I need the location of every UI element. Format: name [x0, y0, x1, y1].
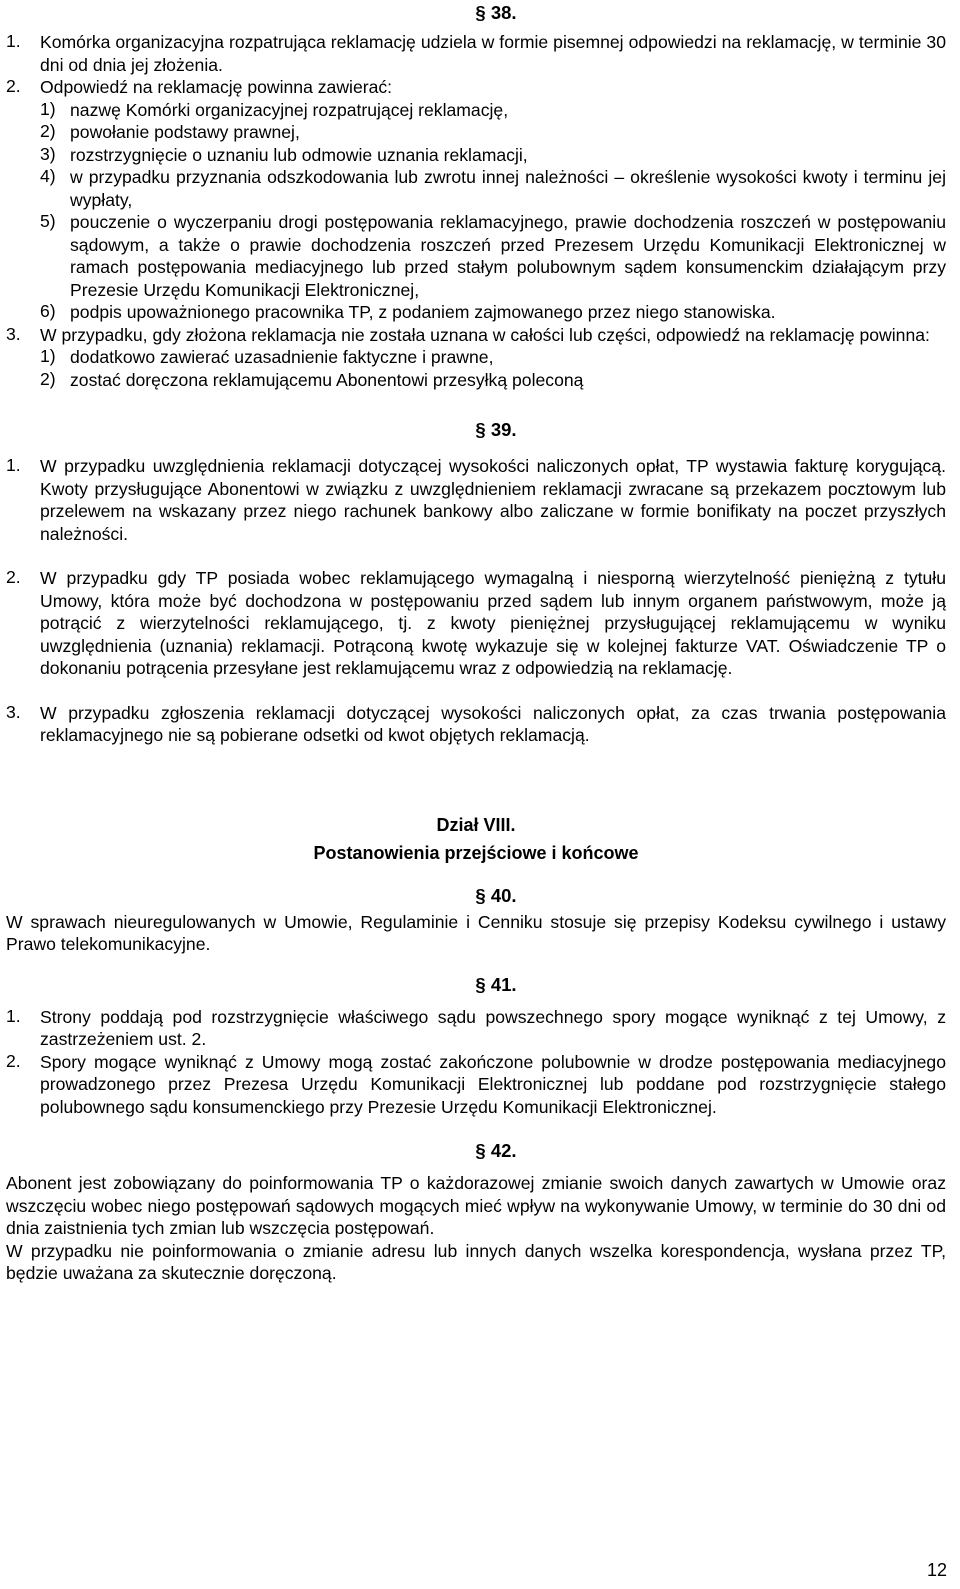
- item-body: [40, 76, 946, 324]
- section-39-heading: § 39.: [475, 419, 517, 440]
- sub-item-text: zostać doręczona reklamującemu Abonentowi przesyłką poleconą: [70, 369, 584, 390]
- sub-item-text: pouczenie o wyczerpaniu drogi postępowania reklamacyjnego, prawie dochodzenia roszczeń w postępowaniu sądowym, a także o prawie dochodzenia roszczeń przed Prezesem Urzędu Komunikacji Elektronicznej w ramach postępowania mediacyjnego lub przed stałym polubownym sądem konsumenckim działającym przy Prezesie Urzędu Komunikacji Elektronicznej,: [70, 212, 946, 300]
- chapter-title: Dział VIII.: [436, 814, 516, 835]
- document-page: [6, 0, 946, 1285]
- item-number: 2.: [6, 1050, 21, 1071]
- item-text: Odpowiedź na reklamację powinna zawierać:: [40, 77, 393, 97]
- sub-item-text: nazwę Komórki organizacyjnej rozpatrującej reklamację,: [70, 99, 509, 120]
- section-38-heading: § 38.: [475, 2, 517, 23]
- item-text: Strony poddają pod rozstrzygnięcie właściwego sądu powszechnego spory mogące wyniknąć z tej Umowy, z zastrzeżeniem ust. 2.: [40, 1006, 946, 1049]
- item-number: 3.: [6, 701, 21, 722]
- sub-item: [40, 301, 946, 324]
- sec39-item-2: [6, 567, 946, 680]
- sub-item: [40, 211, 946, 301]
- sec42-paragraph-2: W przypadku nie poinformowania o zmianie adresu lub innych danych wszelka korespondencja, wysłana przez TP, będzie uważana za skutecznie doręczoną.: [6, 1240, 946, 1283]
- sub-item-text: rozstrzygnięcie o uznaniu lub odmowie uznania reklamacji,: [70, 144, 528, 165]
- sec41-item-1: [6, 1006, 946, 1051]
- sub-item: [40, 166, 946, 211]
- sub-item-number: 1): [40, 98, 56, 119]
- sub-item: [40, 121, 946, 144]
- sub-item-number: 2): [40, 368, 56, 389]
- item-text: W przypadku zgłoszenia reklamacji dotyczącej wysokości naliczonych opłat, za czas trwania postępowania reklamacyjnego nie są pobierane odsetki od kwot objętych reklamacją.: [40, 702, 946, 745]
- item-text: Spory mogące wyniknąć z Umowy mogą zostać zakończone polubownie w drodze postępowania mediacyjnego prowadzonego przez Prezesa Urzędu Komunikacji Elektronicznej lub poddane pod rozstrzygnięcie stałego polubownego sądu konsumenckiego przy Prezesie Urzędu Komunikacji Elektronicznej.: [40, 1051, 946, 1117]
- spacer: [6, 680, 946, 702]
- sec38-item-3: [6, 324, 946, 392]
- sub-item: [40, 144, 946, 167]
- item-number: 3.: [6, 323, 21, 344]
- item-number: 1.: [6, 455, 21, 475]
- sub-item: [40, 369, 946, 392]
- item-body: [40, 324, 946, 392]
- section-40-heading: § 40.: [475, 884, 517, 906]
- item-text: W przypadku gdy TP posiada wobec reklamującego wymagalną i niesporną wierzytelność pieniężną z tytułu Umowy, która może być dochodzona w postępowaniu przed sądem lub innym organem państwowym, może ją potrącić z wierzytelności reklamującego, tj. z kwoty pieniężnej przysługującej reklamującemu w wyniku uwzględnienia (uznania) reklamacji. Potrąconą kwotę wykazuje się w kolejnej fakturze VAT. Oświadczenie TP o dokonaniu potrącenia przesyłane jest reklamującemu wraz z odpowiedzią na reklamację.: [40, 568, 946, 678]
- sec38-item-2: [6, 76, 946, 324]
- item-number: 1.: [6, 1005, 21, 1026]
- sec42-paragraph-1: Abonent jest zobowiązany do poinformowania TP o każdorazowej zmianie swoich danych zawartych w Umowie oraz wszczęciu wobec niego postępowań sądowych mogących mieć wpływ na wykonywanie Umowy, w terminie do 30 dni od dnia zaistnienia tych zmian lub wszczęcia postępowań.: [6, 1173, 946, 1238]
- sub-item: [40, 346, 946, 369]
- item-text: W przypadku uwzględnienia reklamacji dotyczącej wysokości naliczonych opłat, TP wystawia fakturę korygującą. Kwoty przysługujące Abonentowi w związku z uwzględnieniem reklamacji zwracane są przekazem pocztowym lub przelewem na wskazany przez niego rachunek bankowy albo zaliczane w formie bonifikaty na poczet przyszłych należności.: [40, 456, 946, 544]
- sub-item-number: 3): [40, 143, 56, 164]
- spacer: [6, 545, 946, 567]
- sub-item-number: 1): [40, 346, 56, 366]
- sub-item: [40, 99, 946, 122]
- item-number: 1.: [6, 31, 21, 51]
- section-41-heading: § 41.: [475, 973, 517, 995]
- sec40-text: W sprawach nieuregulowanych w Umowie, Regulaminie i Cenniku stosuje się przepisy Kodeksu cywilnego i ustawy Prawo telekomunikacyjne.: [6, 911, 946, 954]
- sub-item-text: w przypadku przyznania odszkodowania lub zwrotu innej należności – określenie wysokości kwoty i terminu jej wypłaty,: [70, 167, 946, 210]
- sub-item-number: 6): [40, 301, 56, 321]
- sec41-item-2: [6, 1051, 946, 1119]
- section-42-heading: § 42.: [475, 1140, 517, 1161]
- page-number: 12: [926, 1560, 947, 1580]
- sub-item-number: 5): [40, 211, 56, 231]
- item-number: 2.: [6, 76, 21, 96]
- sub-item-number: 2): [40, 121, 56, 141]
- item-number: 2.: [6, 567, 21, 587]
- sec38-item-1: [6, 31, 946, 76]
- sub-item-text: podpis upoważnionego pracownika TP, z podaniem zajmowanego przez niego stanowiska.: [70, 302, 776, 322]
- sec39-item-3: [6, 702, 946, 747]
- sub-item-text: dodatkowo zawierać uzasadnienie faktyczne i prawne,: [70, 347, 494, 367]
- sub-item-text: powołanie podstawy prawnej,: [70, 122, 300, 142]
- sec39-item-1: [6, 455, 946, 545]
- item-text: Komórka organizacyjna rozpatrująca reklamację udziela w formie pisemnej odpowiedzi na reklamację, w terminie 30 dni od dnia jej złożenia.: [40, 32, 946, 75]
- sub-item-number: 4): [40, 166, 56, 186]
- chapter-subtitle: Postanowienia przejściowe i końcowe: [313, 842, 639, 863]
- item-text: W przypadku, gdy złożona reklamacja nie została uznana w całości lub części, odpowiedź na reklamację powinna:: [40, 324, 930, 345]
